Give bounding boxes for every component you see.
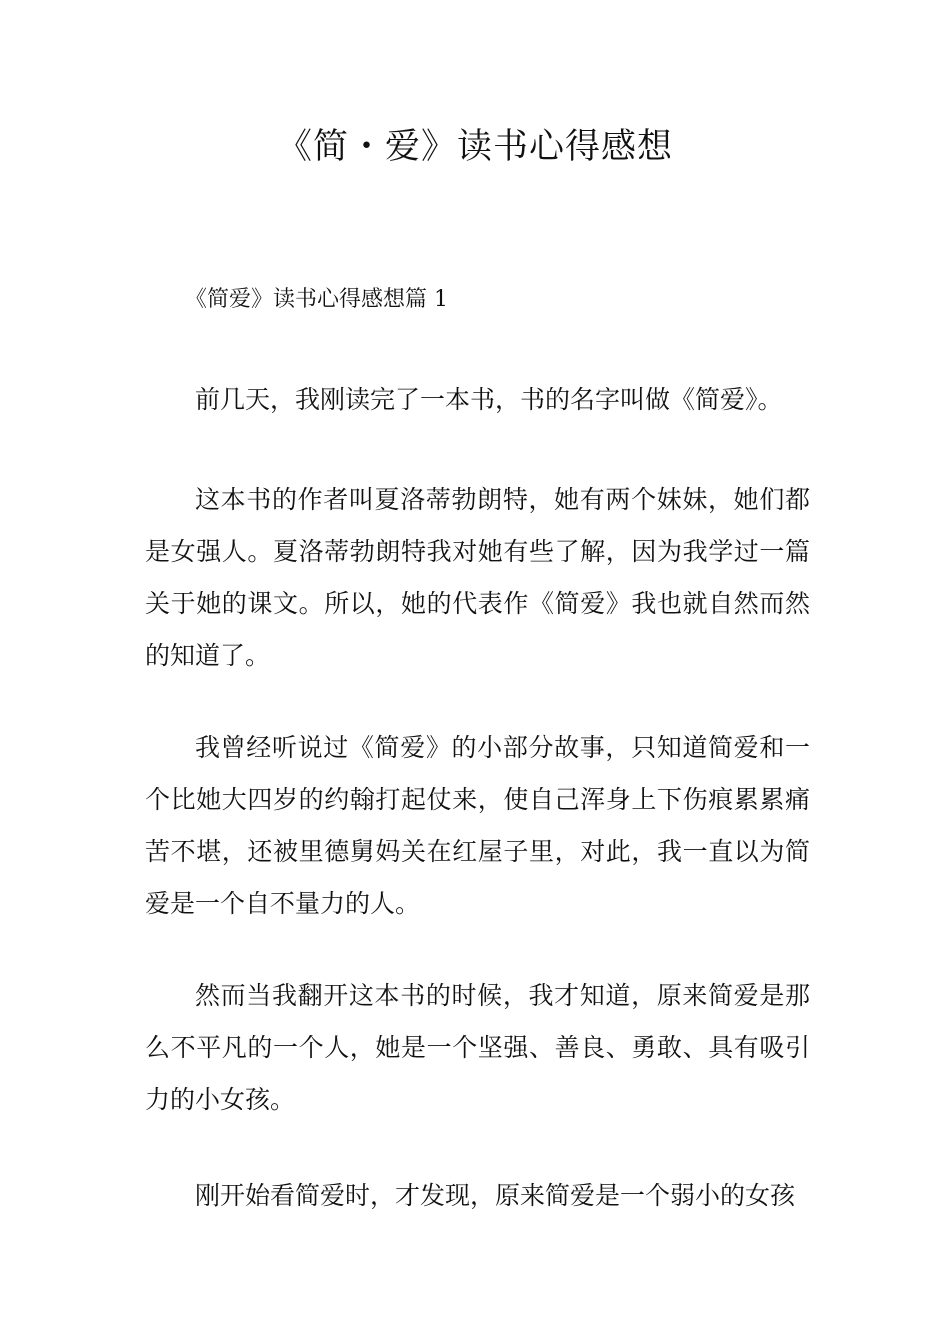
paragraph-5: 刚开始看简爱时，才发现，原来简爱是一个弱小的女孩 [195, 1181, 796, 1210]
paragraph-4: 然而当我翻开这本书的时候，我才知道，原来简爱是那么不平凡的一个人，她是一个坚强、善良、勇敢、具有吸引力的小女孩。 [145, 981, 810, 1114]
paragraph-1: 前几天，我刚读完了一本书，书的名字叫做《简爱》。 [195, 385, 783, 414]
paragraph-2: 这本书的作者叫夏洛蒂勃朗特，她有两个妹妹，她们都是女强人。夏洛蒂勃朗特我对她有些了解，因为我学过一篇关于她的课文。所以，她的代表作《简爱》我也就自然而然的知道了。 [145, 485, 810, 670]
section-heading: 《简爱》读书心得感想篇 1 [185, 287, 448, 312]
paragraph-3: 我曾经听说过《简爱》的小部分故事，只知道简爱和一个比她大四岁的约翰打起仗来，使自己浑身上下伤痕累累痛苦不堪，还被里德舅妈关在红屋子里，对此，我一直以为简爱是一个自不量力的人。 [145, 733, 810, 918]
document-title: 《简・爱》读书心得感想 [276, 127, 673, 167]
